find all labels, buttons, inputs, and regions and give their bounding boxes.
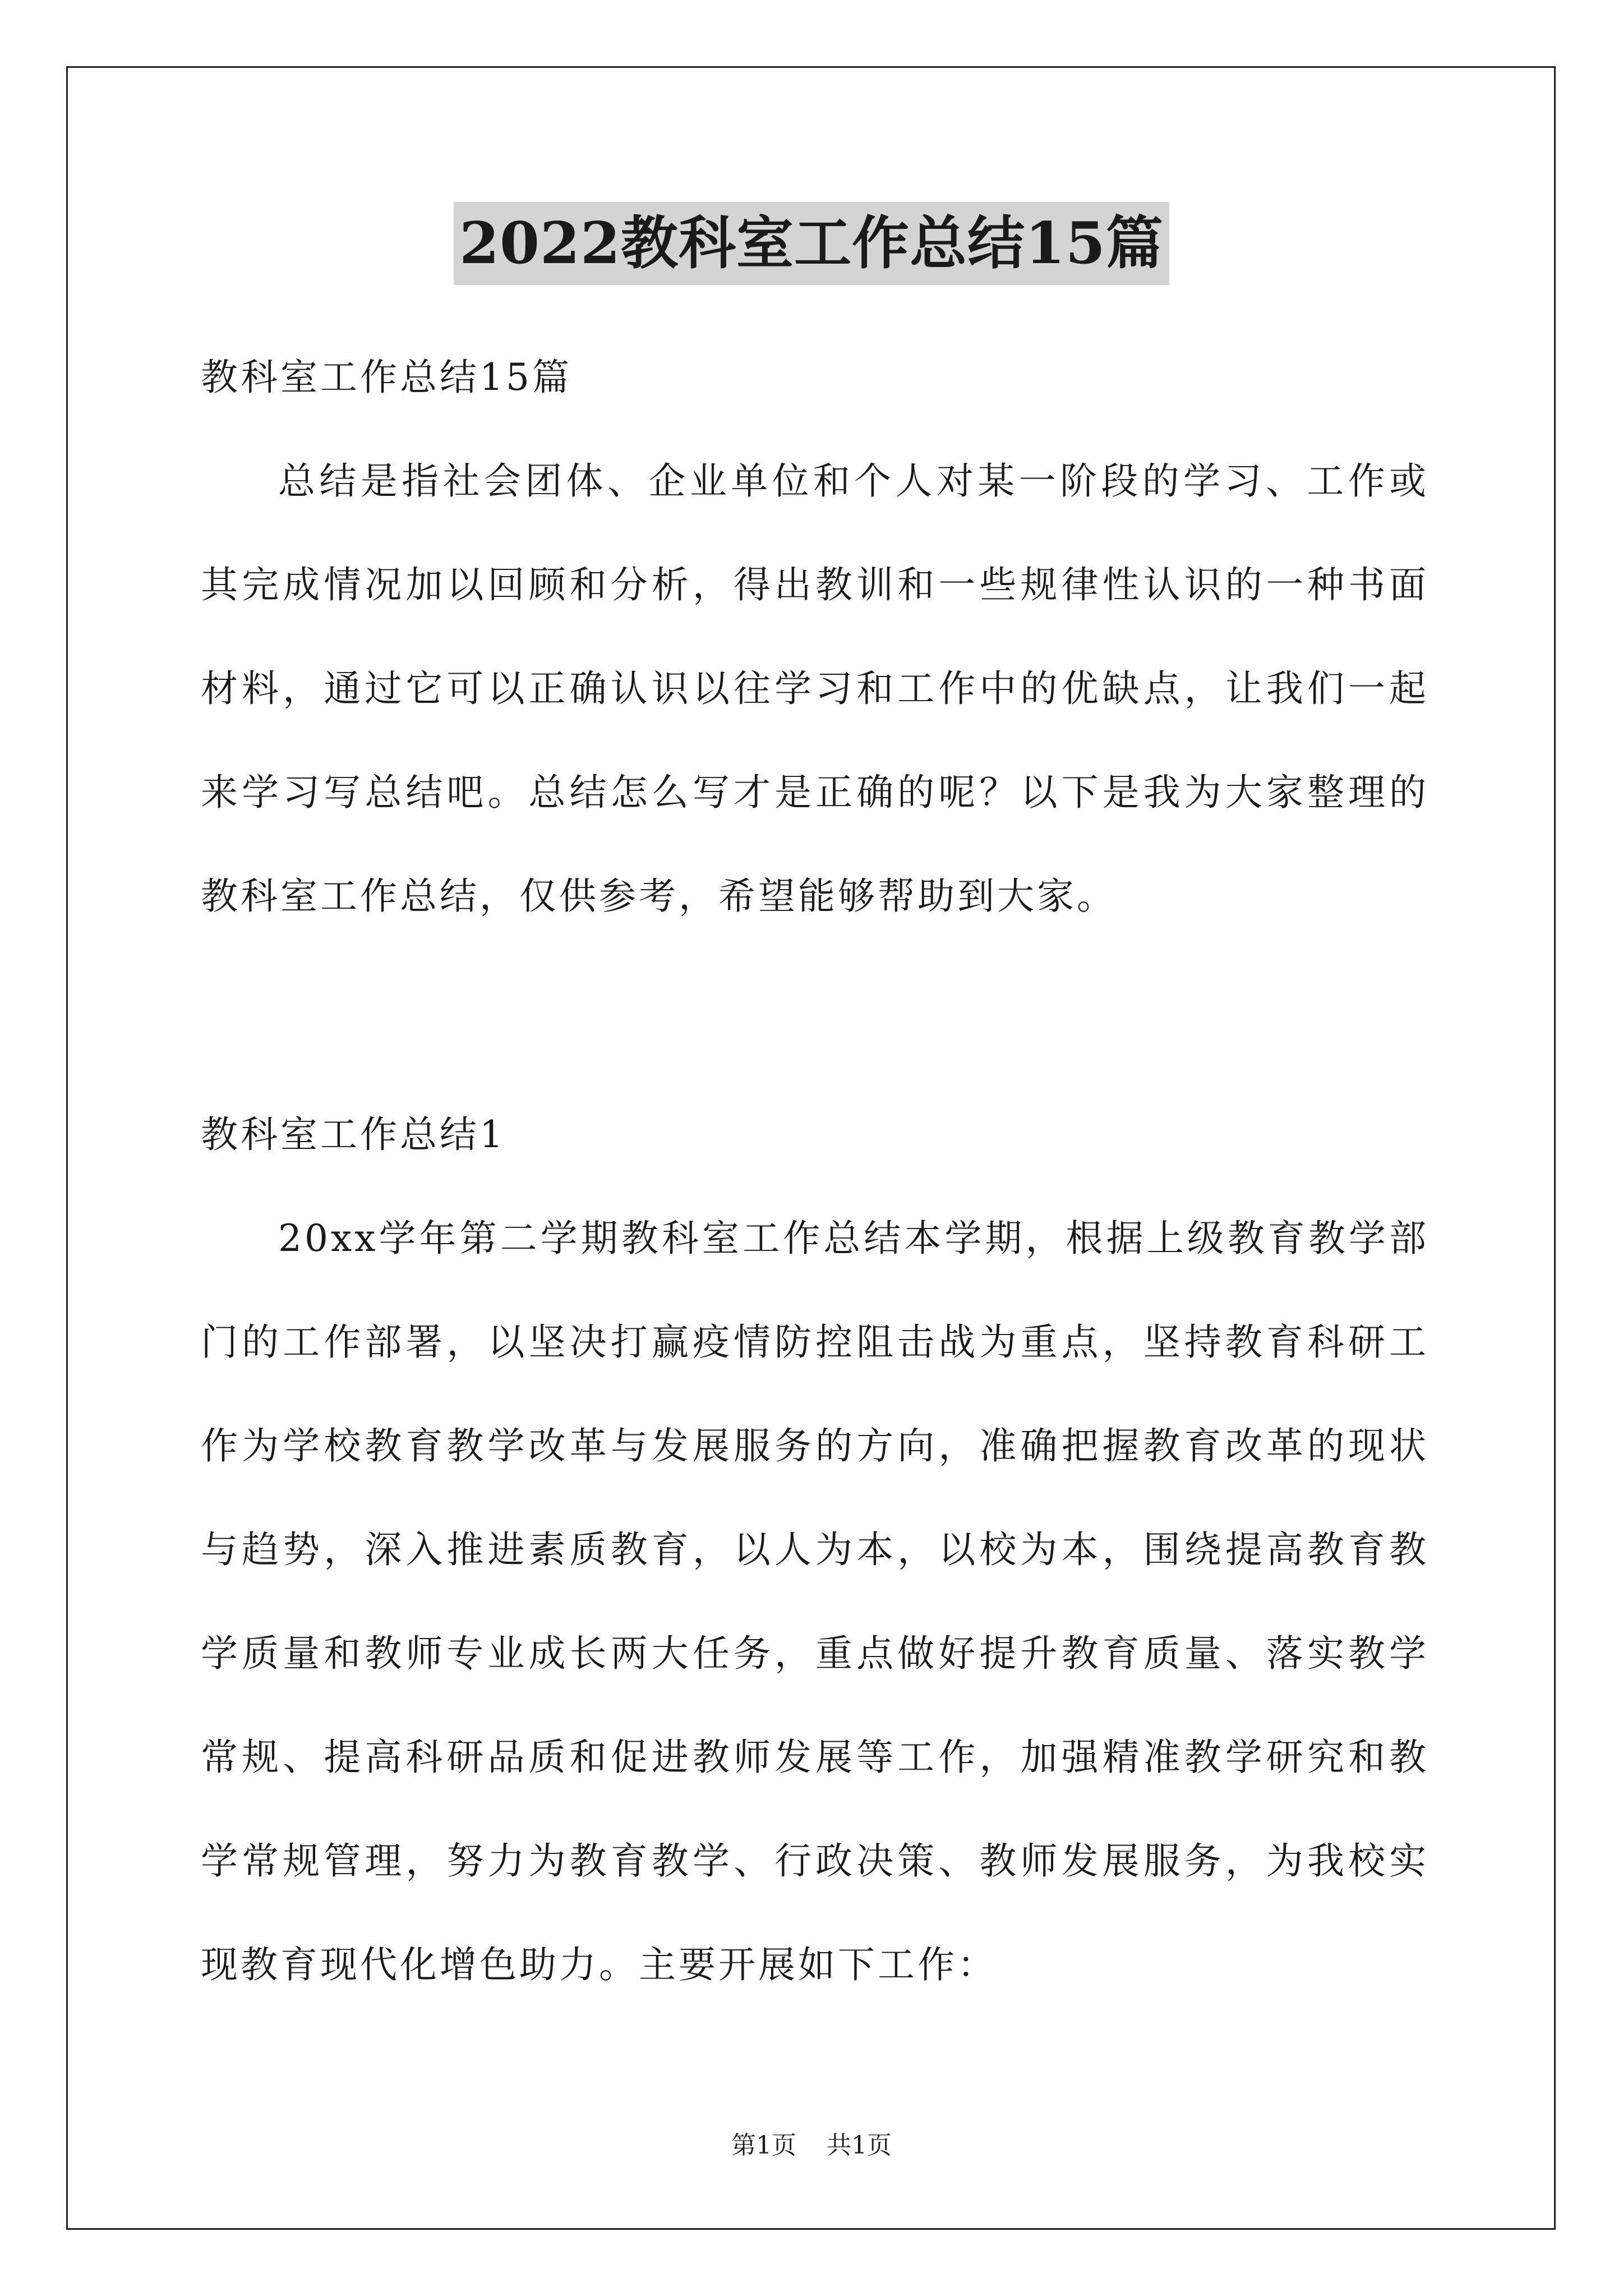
document-subtitle: 教科室工作总结15篇 [201,356,572,399]
title-area [0,202,1623,286]
page-footer [0,2129,1623,2162]
section-paragraph: 20xx学年第二学期教科室工作总结本学期，根据上级教育教学部门的工作部署，以坚决打赢疫情防控阻击战为重点，坚持教育科研工作为学校教育教学改革与发展服务的方向，准确把握教育改革的现状与趋势，深入推进素质教育，以人为本，以校为本，围绕提高教育教学质量和教师专业成长两大任务，重点做好提升教育质量、落实教学常规、提高科研品质和促进教师发展等工作，加强精准教学研究和教学常规管理，努力为教育教学、行政决策、教师发展服务，为我校实现教育现代化增色助力。主要开展如下工作： [201,1217,1429,1986]
intro-paragraph: 总结是指社会团体、企业单位和个人对某一阶段的学习、工作或其完成情况加以回顾和分析，得出教训和一些规律性认识的一种书面材料，通过它可以正确认识以往学习和工作中的优缺点，让我们一起来学习写总结吧。总结怎么写才是正确的呢？以下是我为大家整理的教科室工作总结，仅供参考，希望能够帮助到大家。 [201,459,1429,918]
page-number: 第1页 [731,2131,796,2160]
page-total: 共1页 [827,2131,892,2160]
document-title: 2022教科室工作总结15篇 [454,202,1169,285]
section-heading: 教科室工作总结1 [201,1113,506,1156]
